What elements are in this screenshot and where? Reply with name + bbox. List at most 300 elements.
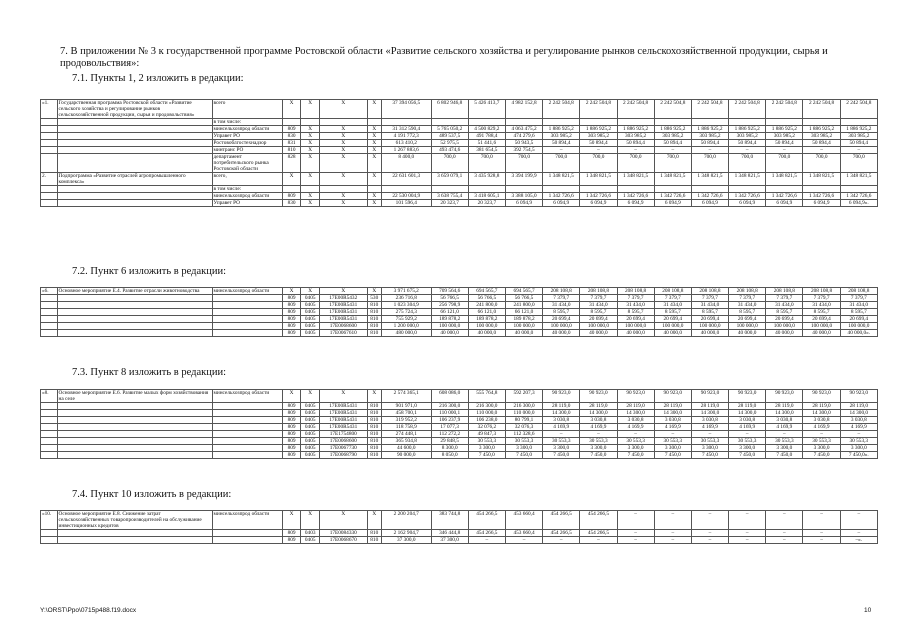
value-cell: 1 342 726,6	[729, 193, 766, 200]
value-cell: 31 434,0	[803, 302, 840, 309]
value-cell: 52 975,5	[431, 140, 468, 147]
table-row	[41, 417, 878, 424]
value-cell: 809	[282, 424, 301, 431]
value-cell	[505, 186, 542, 193]
value-cell: 20 699,4	[617, 316, 654, 323]
value-cell: 44 600,0	[381, 445, 431, 452]
value-cell: 6 094,9	[505, 200, 542, 207]
value-cell	[319, 119, 367, 126]
value-cell: 809	[282, 323, 301, 330]
value-cell: 1 023 304,9	[381, 302, 431, 309]
value-cell: 810	[367, 537, 381, 544]
row-title-cell	[57, 140, 212, 147]
value-cell: 216 300,0	[468, 403, 505, 410]
value-cell: 90 923,0	[617, 390, 654, 403]
value-cell: –	[691, 537, 728, 544]
value-cell: 0405	[301, 537, 320, 544]
row-title-cell	[57, 309, 212, 316]
row-title-cell	[57, 133, 212, 140]
value-cell: –	[691, 530, 728, 537]
value-cell: 100 000,0	[580, 323, 617, 330]
value-cell: 30 553,3	[617, 438, 654, 445]
value-cell: X	[301, 173, 320, 186]
value-cell: 810	[367, 452, 381, 459]
value-cell	[505, 119, 542, 126]
executor-cell	[212, 424, 282, 431]
row-title-cell	[57, 424, 212, 431]
value-cell: –	[654, 431, 691, 438]
executor-cell: минсельхозпрод области	[212, 288, 282, 295]
row-number-cell: «1.	[41, 100, 58, 119]
value-cell: 1 348 821,5	[617, 173, 654, 186]
value-cell	[543, 186, 580, 193]
value-cell: 303 985,2	[729, 133, 766, 140]
value-cell: X	[319, 173, 367, 186]
row-number-cell	[41, 147, 58, 154]
heading-7-4: 7.4. Пункт 10 изложить в редакции:	[72, 489, 232, 500]
value-cell: 0405	[301, 410, 320, 417]
row-number-cell: «8.	[41, 390, 58, 403]
value-cell: 241 800,0	[505, 302, 542, 309]
value-cell: 7 450,0	[803, 452, 840, 459]
value-cell: 28 119,0	[729, 403, 766, 410]
table-row	[41, 119, 878, 126]
value-cell: –	[617, 530, 654, 537]
value-cell: 709 564,6	[431, 288, 468, 295]
value-cell: 189 878,2	[431, 316, 468, 323]
value-cell: 1 342 726,6	[543, 193, 580, 200]
value-cell: 80 799,1	[505, 417, 542, 424]
value-cell: 17Е00R5431	[319, 417, 367, 424]
value-cell: X	[367, 100, 381, 119]
table-row	[41, 403, 878, 410]
table-row	[41, 424, 878, 431]
value-cell	[543, 119, 580, 126]
value-cell: –	[691, 511, 728, 530]
value-cell: 8 300,0	[431, 445, 468, 452]
executor-cell: Управет РО	[212, 200, 282, 207]
executor-cell: в том числе:	[212, 186, 282, 193]
value-cell: 1 342 726,6	[580, 193, 617, 200]
value-cell: 810	[367, 302, 381, 309]
row-number-cell	[41, 530, 58, 537]
value-cell: 50 894,4	[580, 140, 617, 147]
value-cell	[654, 186, 691, 193]
value-cell: 30 553,3	[840, 438, 877, 445]
value-cell: 1 886 925,2	[691, 126, 728, 133]
table-row	[41, 316, 878, 323]
value-cell: X	[319, 288, 367, 295]
row-number-cell	[41, 445, 58, 452]
executor-cell: департамент потребительского рынка Ростовской области	[212, 154, 282, 173]
value-cell: 1 886 925,2	[654, 126, 691, 133]
value-cell: 4 169,9	[729, 424, 766, 431]
value-cell	[617, 119, 654, 126]
value-cell: 90 923,0	[803, 390, 840, 403]
value-cell: 810	[367, 323, 381, 330]
value-cell	[319, 186, 367, 193]
value-cell: 28 119,0	[580, 403, 617, 410]
value-cell: 7 379,7	[543, 295, 580, 302]
value-cell: 40 000,0	[431, 330, 468, 337]
value-cell: X	[282, 288, 301, 295]
value-cell: 810	[367, 445, 381, 452]
value-cell: 901 971,0	[381, 403, 431, 410]
table-row	[41, 452, 878, 459]
executor-cell: всего	[212, 100, 282, 119]
value-cell: X	[367, 511, 381, 530]
footer-page-number: 10	[864, 607, 872, 614]
value-cell: 1 348 821,5	[654, 173, 691, 186]
value-cell: 0405	[301, 452, 320, 459]
value-cell: X	[367, 288, 381, 295]
value-cell: 40 000,0	[729, 330, 766, 337]
value-cell: 7 379,7	[803, 295, 840, 302]
value-cell: 90 923,0	[543, 390, 580, 403]
value-cell: –	[654, 530, 691, 537]
value-cell: 5 426 413,7	[468, 100, 505, 119]
value-cell: 28 119,0	[766, 403, 803, 410]
value-cell: 0405	[301, 295, 320, 302]
value-cell: 303 985,2	[766, 133, 803, 140]
value-cell: 700,0	[840, 154, 877, 173]
value-cell: X	[301, 193, 320, 200]
row-number-cell	[41, 200, 58, 207]
value-cell: –	[543, 431, 580, 438]
value-cell: X	[367, 154, 381, 173]
value-cell: 100 000,0	[729, 323, 766, 330]
value-cell: 700,0	[505, 154, 542, 173]
value-cell	[301, 119, 320, 126]
executor-cell	[212, 316, 282, 323]
value-cell: 110 000,0	[505, 410, 542, 417]
value-cell: 809	[282, 452, 301, 459]
value-cell: 14 300,0	[766, 410, 803, 417]
value-cell: 2 242 504,8	[691, 100, 728, 119]
value-cell: X	[319, 133, 367, 140]
executor-cell: всего,	[212, 173, 282, 186]
value-cell: 40 000,0	[468, 330, 505, 337]
row-title-cell	[57, 316, 212, 323]
value-cell: 241 800,0	[468, 302, 505, 309]
value-cell: 56 766,5	[468, 295, 505, 302]
value-cell: –	[691, 431, 728, 438]
table-measure-e6	[40, 389, 878, 459]
value-cell: 3 300,0	[729, 445, 766, 452]
value-cell: 4 169,9	[803, 424, 840, 431]
value-cell: 50 894,4	[691, 140, 728, 147]
value-cell: 454 266,5	[543, 530, 580, 537]
value-cell: X	[301, 147, 320, 154]
value-cell: 2 242 504,8	[543, 100, 580, 119]
value-cell: 7 450,0	[766, 452, 803, 459]
value-cell: 2 162 904,7	[381, 530, 431, 537]
table-row	[41, 537, 878, 544]
value-cell: –	[543, 147, 580, 154]
value-cell: –	[617, 511, 654, 530]
value-cell: 810	[367, 530, 381, 537]
value-cell: 0405	[301, 424, 320, 431]
value-cell: 3 971 675,2	[381, 288, 431, 295]
value-cell: 453 660,4	[505, 511, 542, 530]
value-cell: –	[580, 537, 617, 544]
executor-cell	[212, 330, 282, 337]
value-cell: 28 119,0	[617, 403, 654, 410]
row-title-cell	[57, 452, 212, 459]
value-cell: 3 300,0	[580, 445, 617, 452]
value-cell	[766, 119, 803, 126]
value-cell: X	[319, 193, 367, 200]
value-cell: 454 266,5	[580, 530, 617, 537]
value-cell: 256 798,9	[431, 302, 468, 309]
value-cell: 489 537,5	[431, 133, 468, 140]
value-cell: 303 985,2	[840, 133, 877, 140]
value-cell: 17Е1754800	[319, 431, 367, 438]
value-cell: 1 886 925,2	[840, 126, 877, 133]
row-title-cell	[57, 438, 212, 445]
value-cell: 0405	[301, 302, 320, 309]
value-cell	[654, 119, 691, 126]
value-cell: X	[367, 147, 381, 154]
value-cell: 20 699,4	[654, 316, 691, 323]
value-cell	[766, 186, 803, 193]
value-cell: 454 266,5	[580, 511, 617, 530]
value-cell: 30 553,3	[691, 438, 728, 445]
value-cell: 3 030,8	[803, 417, 840, 424]
value-cell: 7 379,7	[729, 295, 766, 302]
value-cell: 22 530 004,9	[381, 193, 431, 200]
executor-cell	[212, 452, 282, 459]
value-cell: 50 943,5	[505, 140, 542, 147]
value-cell: X	[367, 200, 381, 207]
value-cell: 189 878,2	[468, 316, 505, 323]
value-cell: 14 300,0	[617, 410, 654, 417]
table-row	[41, 295, 878, 302]
value-cell	[468, 186, 505, 193]
row-number-cell: 2.	[41, 173, 58, 186]
value-cell: 2 242 504,8	[654, 100, 691, 119]
value-cell: 830	[282, 133, 301, 140]
value-cell: 8 400,0	[381, 154, 431, 173]
value-cell: 828	[282, 154, 301, 173]
value-cell: X	[301, 154, 320, 173]
value-cell: 809	[282, 417, 301, 424]
value-cell: 31 434,0	[729, 302, 766, 309]
value-cell: 3 030,8	[580, 417, 617, 424]
value-cell: 51 441,6	[468, 140, 505, 147]
value-cell: 4 169,9	[691, 424, 728, 431]
table-row	[41, 133, 878, 140]
value-cell: X	[301, 288, 320, 295]
row-number-cell	[41, 295, 58, 302]
value-cell: –	[766, 511, 803, 530]
value-cell: 20 323,7	[468, 200, 505, 207]
value-cell: X	[301, 200, 320, 207]
value-cell: X	[282, 390, 301, 403]
value-cell: 7 450,0	[580, 452, 617, 459]
value-cell: 208 108,8	[803, 288, 840, 295]
value-cell: 17Е00R5431	[319, 424, 367, 431]
value-cell: 106 238,0	[468, 417, 505, 424]
value-cell: 700,0	[617, 154, 654, 173]
value-cell: 303 985,2	[617, 133, 654, 140]
value-cell: 275 724,3	[381, 309, 431, 316]
value-cell: 6 094,9	[691, 200, 728, 207]
value-cell: 7 450,0	[729, 452, 766, 459]
value-cell: 208 108,8	[580, 288, 617, 295]
value-cell: 6 094,9	[654, 200, 691, 207]
value-cell: 3 030,8	[840, 417, 877, 424]
value-cell: 28 119,0	[803, 403, 840, 410]
value-cell: 381 654,5	[468, 147, 505, 154]
heading-7-1: 7.1. Пункты 1, 2 изложить в редакции:	[72, 73, 244, 84]
value-cell: 30 553,3	[505, 438, 542, 445]
value-cell: 40 000,0	[766, 330, 803, 337]
value-cell: 3 300,0	[654, 445, 691, 452]
value-cell: 32 076,3	[505, 424, 542, 431]
value-cell: 8 595,7	[691, 309, 728, 316]
table-row	[41, 530, 878, 537]
value-cell: 7 379,7	[766, 295, 803, 302]
table-row	[41, 323, 878, 330]
value-cell: 50 894,4	[803, 140, 840, 147]
value-cell: 3 300,0	[840, 445, 877, 452]
value-cell: 6 094,9	[766, 200, 803, 207]
value-cell: 216 300,0	[431, 403, 468, 410]
value-cell: X	[367, 126, 381, 133]
value-cell: 480 000,0	[381, 330, 431, 337]
value-cell: 101 596,4	[381, 200, 431, 207]
value-cell: 100 000,0	[617, 323, 654, 330]
value-cell: 4 191 772,3	[381, 133, 431, 140]
table-row	[41, 330, 878, 337]
value-cell: –	[729, 511, 766, 530]
table-row	[41, 140, 878, 147]
value-cell: 1 342 726,6	[617, 193, 654, 200]
executor-cell	[212, 445, 282, 452]
heading-7-2: 7.2. Пункт 6 изложить в редакции:	[72, 266, 226, 277]
value-cell: 37 300,0	[381, 537, 431, 544]
executor-cell	[212, 438, 282, 445]
value-cell: 0403	[301, 530, 320, 537]
row-number-cell	[41, 410, 58, 417]
value-cell: 40 000,0	[617, 330, 654, 337]
value-cell: 216 300,0	[505, 403, 542, 410]
value-cell: 810	[282, 147, 301, 154]
value-cell: 208 108,8	[840, 288, 877, 295]
value-cell: 30 553,3	[729, 438, 766, 445]
executor-cell	[212, 410, 282, 417]
row-number-cell	[41, 316, 58, 323]
table-row	[41, 193, 878, 200]
value-cell: 31 434,0	[580, 302, 617, 309]
value-cell: –	[840, 530, 877, 537]
value-cell: 208 108,8	[766, 288, 803, 295]
value-cell: 700,0	[543, 154, 580, 173]
value-cell: 20 323,7	[431, 200, 468, 207]
value-cell: 0405	[301, 431, 320, 438]
value-cell: –	[505, 537, 542, 544]
value-cell: 208 108,8	[654, 288, 691, 295]
value-cell: 6 094,9».	[840, 200, 877, 207]
value-cell: –	[654, 147, 691, 154]
value-cell: 608 086,0	[431, 390, 468, 403]
value-cell: –	[803, 511, 840, 530]
value-cell: 3 300,0	[468, 445, 505, 452]
value-cell: 110 000,0	[468, 410, 505, 417]
heading-7-3: 7.3. Пункт 8 изложить в редакции:	[72, 367, 226, 378]
value-cell: 4 169,9	[543, 424, 580, 431]
value-cell: 0405	[301, 403, 320, 410]
value-cell: 700,0	[468, 154, 505, 173]
value-cell: 809	[282, 316, 301, 323]
value-cell	[840, 186, 877, 193]
value-cell: 56 766,5	[505, 295, 542, 302]
row-number-cell	[41, 438, 58, 445]
value-cell: 809	[282, 537, 301, 544]
value-cell: 1 342 726,6	[766, 193, 803, 200]
value-cell: 3 030,8	[729, 417, 766, 424]
value-cell: 14 300,0	[691, 410, 728, 417]
row-title-cell	[57, 126, 212, 133]
value-cell: 30 553,3	[654, 438, 691, 445]
table-row	[41, 309, 878, 316]
value-cell: –	[840, 431, 877, 438]
value-cell: X	[319, 147, 367, 154]
value-cell	[431, 119, 468, 126]
value-cell: X	[301, 390, 320, 403]
table-row	[41, 173, 878, 186]
value-cell: –	[803, 537, 840, 544]
value-cell: 29 848,5	[431, 438, 468, 445]
value-cell: 2 242 504,8	[840, 100, 877, 119]
row-title-cell	[57, 417, 212, 424]
value-cell: 700,0	[654, 154, 691, 173]
value-cell: 17Е00R5432	[319, 295, 367, 302]
value-cell: 90 923,0	[580, 390, 617, 403]
value-cell	[691, 186, 728, 193]
value-cell: 90 923,0	[691, 390, 728, 403]
value-cell: 3 435 928,8	[468, 173, 505, 186]
row-number-cell	[41, 431, 58, 438]
value-cell: –	[803, 147, 840, 154]
row-title-cell	[57, 410, 212, 417]
value-cell: 809	[282, 309, 301, 316]
value-cell: 17Е0067730	[319, 445, 367, 452]
value-cell: 1 886 925,2	[617, 126, 654, 133]
value-cell: X	[367, 173, 381, 186]
value-cell: 100 000,0	[691, 323, 728, 330]
value-cell: –	[803, 431, 840, 438]
value-cell	[617, 186, 654, 193]
value-cell: 14 300,0	[580, 410, 617, 417]
value-cell: 56 766,5	[431, 295, 468, 302]
value-cell: 1 886 925,2	[766, 126, 803, 133]
value-cell: 3 300,0	[543, 445, 580, 452]
value-cell: –	[580, 147, 617, 154]
value-cell: –	[766, 431, 803, 438]
value-cell: 6 094,9	[580, 200, 617, 207]
value-cell: 3 030,8	[766, 417, 803, 424]
value-cell: X	[301, 140, 320, 147]
value-cell: 392 754,5	[505, 147, 542, 154]
value-cell: 90 923,0	[766, 390, 803, 403]
value-cell	[840, 119, 877, 126]
value-cell: 106 237,9	[431, 417, 468, 424]
value-cell: 30 553,3	[580, 438, 617, 445]
value-cell: 5 765 050,2	[431, 126, 468, 133]
value-cell: 28 119,0	[840, 403, 877, 410]
